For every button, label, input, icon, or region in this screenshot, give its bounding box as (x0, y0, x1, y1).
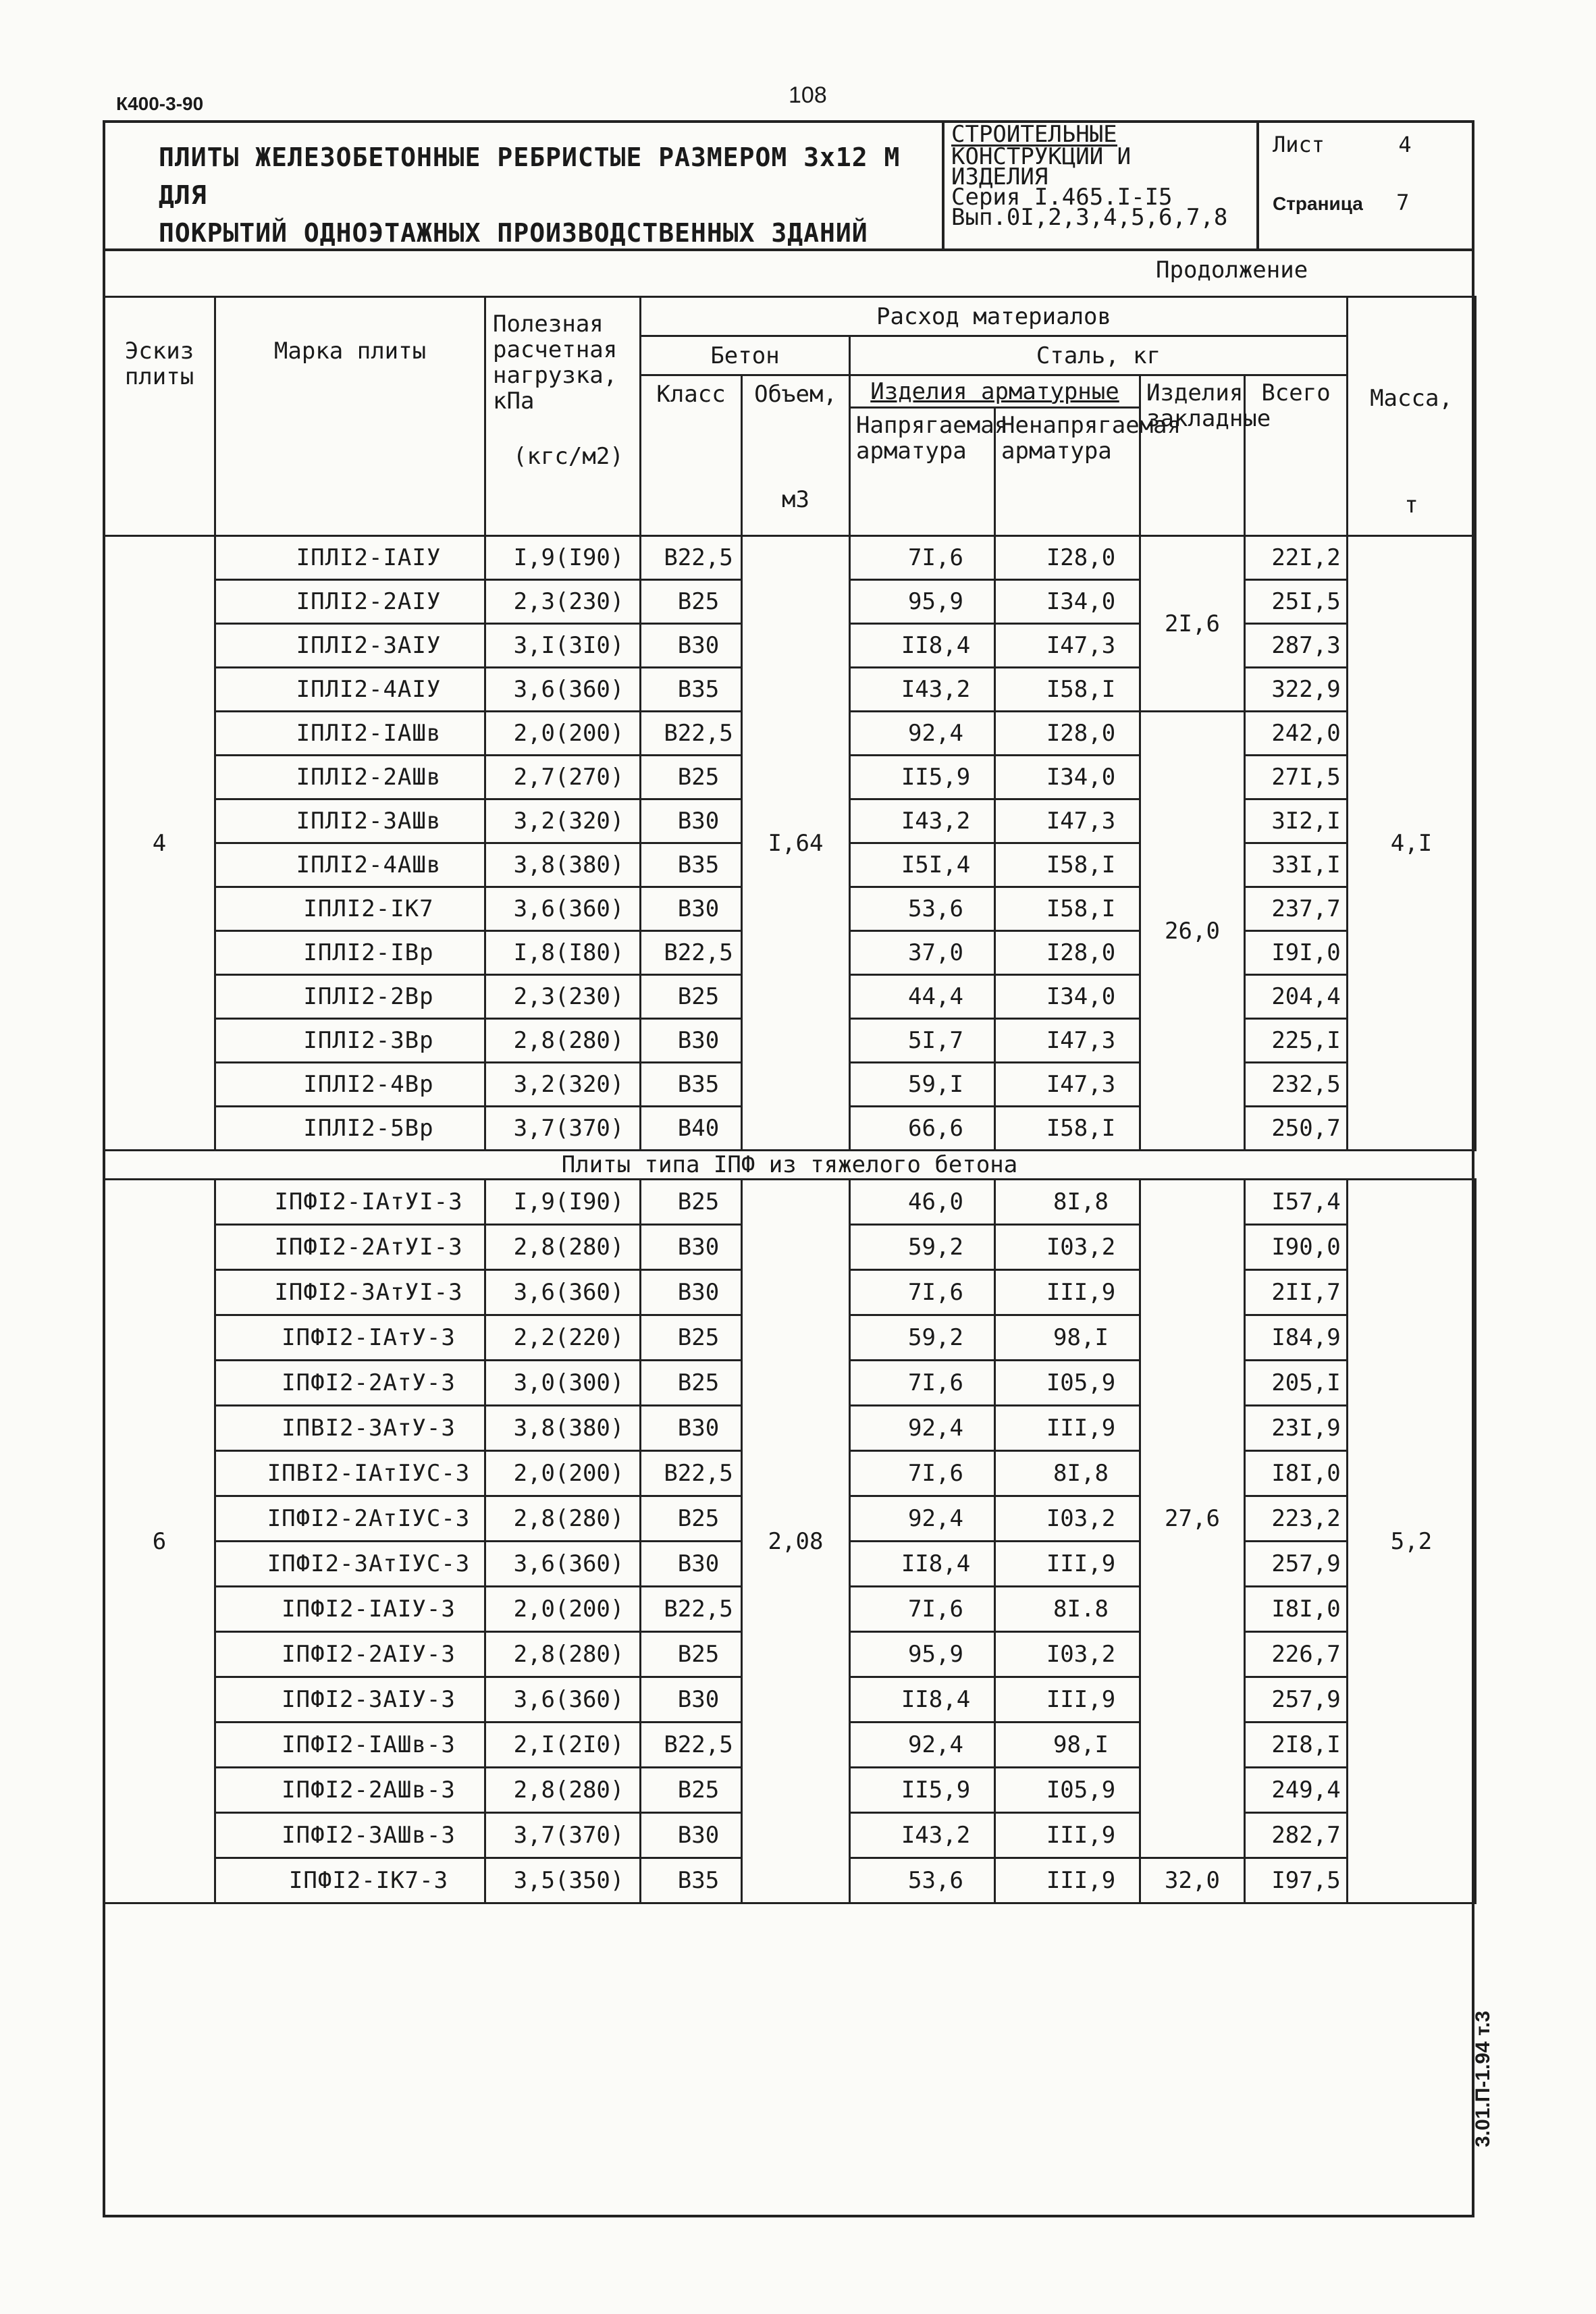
design-load: 2,0(200) (485, 1587, 641, 1632)
concrete-class: В30 (641, 1019, 742, 1063)
nonprestressed-steel: I05,9 (995, 1361, 1140, 1406)
concrete-class: В30 (641, 1677, 742, 1723)
embedded-items: 2I,6 (1140, 536, 1245, 712)
design-load: 2,3(230) (485, 975, 641, 1019)
header-volume-text: Объем, (754, 381, 837, 408)
steel-total: 3I2,I (1245, 799, 1348, 843)
concrete-class: В22,5 (641, 1587, 742, 1632)
nonprestressed-steel: III,9 (995, 1858, 1140, 1903)
stamp-line-2: КОНСТРУКЦИИ И (951, 143, 1132, 170)
design-load: 2,8(280) (485, 1632, 641, 1677)
steel-total: 204,4 (1245, 975, 1348, 1019)
side-code: 3.01.П-1.94 т.3 (1472, 2010, 1494, 2147)
concrete-class: В25 (641, 1361, 742, 1406)
nonprestressed-steel: I34,0 (995, 756, 1140, 799)
plate-mark: IПЛI2-2Вр (215, 975, 485, 1019)
concrete-class: В35 (641, 1063, 742, 1107)
prestressed-steel: I5I,4 (850, 843, 995, 887)
header-load-unit: (кгс/м2) (513, 443, 624, 470)
prestressed-steel: 7I,6 (850, 1270, 995, 1315)
plate-mark: IПЛI2-3АШв (215, 799, 485, 843)
plate-mark: IПФI2-IАтУI-3 (215, 1180, 485, 1225)
design-load: 2,0(200) (485, 712, 641, 756)
steel-total: 33I,I (1245, 843, 1348, 887)
plate-mark: IПФI2-2АтIУС-3 (215, 1496, 485, 1542)
steel-total: 225,I (1245, 1019, 1348, 1063)
plate-mark: IПФI2-IАIУ-3 (215, 1587, 485, 1632)
plate-mark: IПЛI2-IАШв (215, 712, 485, 756)
steel-total: 232,5 (1245, 1063, 1348, 1107)
nonprestressed-steel: I34,0 (995, 975, 1140, 1019)
plate-mark: IПФI2-3АIУ-3 (215, 1677, 485, 1723)
nonprestressed-steel: 8I,8 (995, 1451, 1140, 1496)
concrete-class: В25 (641, 756, 742, 799)
concrete-class: В35 (641, 843, 742, 887)
steel-total: 2II,7 (1245, 1270, 1348, 1315)
steel-total: 2I8,I (1245, 1723, 1348, 1768)
design-load: 3,6(360) (485, 1542, 641, 1587)
nonprestressed-steel: I47,3 (995, 624, 1140, 668)
concrete-class: В25 (641, 1315, 742, 1361)
plate-mark: IПЛI2-5Вр (215, 1107, 485, 1151)
concrete-class: В25 (641, 1768, 742, 1813)
plate-mark: IПФI2-2АтУ-3 (215, 1361, 485, 1406)
prestressed-steel: 59,2 (850, 1225, 995, 1270)
plate-mark: IПЛI2-2АШв (215, 756, 485, 799)
steel-total: 322,9 (1245, 668, 1348, 712)
nonprestressed-steel: I47,3 (995, 799, 1140, 843)
document-code: К400-3-90 (116, 93, 204, 114)
header-mark: Марка плиты (215, 297, 485, 536)
prestressed-steel: I43,2 (850, 668, 995, 712)
section-title: Плиты типа IПФ из тяжелого бетона (104, 1151, 1476, 1180)
steel-total: 282,7 (1245, 1813, 1348, 1858)
prestressed-steel: 53,6 (850, 1858, 995, 1903)
design-load: 3,I(3I0) (485, 624, 641, 668)
nonprestressed-steel: I58,I (995, 1107, 1140, 1151)
nonprestressed-steel: 8I,8 (995, 1180, 1140, 1225)
prestressed-steel: 5I,7 (850, 1019, 995, 1063)
steel-total: 250,7 (1245, 1107, 1348, 1151)
document-title (159, 138, 901, 252)
header-prestressed: Напрягаемая арматура (850, 408, 995, 536)
prestressed-steel: 95,9 (850, 580, 995, 624)
concrete-class: В22,5 (641, 1723, 742, 1768)
design-load: 2,8(280) (485, 1768, 641, 1813)
steel-total: 27I,5 (1245, 756, 1348, 799)
design-load: 3,7(370) (485, 1107, 641, 1151)
plate-mark: IПФI2-3АтIУС-3 (215, 1542, 485, 1587)
concrete-class: В22,5 (641, 931, 742, 975)
steel-total: 223,2 (1245, 1496, 1348, 1542)
steel-total: 287,3 (1245, 624, 1348, 668)
stamp-line-4: Серия I.465.I-I5 (951, 184, 1173, 211)
nonprestressed-steel: I34,0 (995, 580, 1140, 624)
steel-total: 249,4 (1245, 1768, 1348, 1813)
header-volume-unit: м3 (782, 486, 809, 513)
design-load: 3,6(360) (485, 1270, 641, 1315)
prestressed-steel: II5,9 (850, 1768, 995, 1813)
concrete-class: В22,5 (641, 1451, 742, 1496)
design-load: 2,3(230) (485, 580, 641, 624)
design-load: 3,5(350) (485, 1858, 641, 1903)
concrete-class: В22,5 (641, 536, 742, 580)
prestressed-steel: 53,6 (850, 887, 995, 931)
stamp-line-5: Вып.0I,2,3,4,5,6,7,8 (951, 204, 1228, 231)
concrete-class: В25 (641, 1632, 742, 1677)
steel-total: 23I,9 (1245, 1406, 1348, 1451)
plate-mark: IПФI2-3АтУI-3 (215, 1270, 485, 1315)
nonprestressed-steel: I47,3 (995, 1063, 1140, 1107)
prestressed-steel: 92,4 (850, 1406, 995, 1451)
prestressed-steel: 66,6 (850, 1107, 995, 1151)
nonprestressed-steel: III,9 (995, 1813, 1140, 1858)
plate-mark: IПВI2-3АтУ-3 (215, 1406, 485, 1451)
steel-total: 226,7 (1245, 1632, 1348, 1677)
title-line-1: ПЛИТЫ ЖЕЛЕЗОБЕТОННЫЕ РЕБРИСТЫЕ РАЗМЕРОМ 3х12 М ДЛЯ (159, 142, 901, 210)
prestressed-steel: I43,2 (850, 799, 995, 843)
concrete-class: В30 (641, 1542, 742, 1587)
steel-total: 205,I (1245, 1361, 1348, 1406)
concrete-class: В30 (641, 1813, 742, 1858)
materials-table (103, 296, 1477, 1904)
header-total: Всего (1245, 375, 1348, 536)
header-nonprestressed: Ненапрягаемая арматура (995, 408, 1140, 536)
design-load: 2,I(2I0) (485, 1723, 641, 1768)
prestressed-steel: I43,2 (850, 1813, 995, 1858)
prestressed-steel: 46,0 (850, 1180, 995, 1225)
embedded-items: 27,6 (1140, 1180, 1245, 1858)
table-row (104, 536, 1476, 580)
concrete-class: В25 (641, 1180, 742, 1225)
nonprestressed-steel: I58,I (995, 668, 1140, 712)
steel-total: I9I,0 (1245, 931, 1348, 975)
header-class: Класс (641, 375, 742, 536)
prestressed-steel: 92,4 (850, 712, 995, 756)
nonprestressed-steel: I28,0 (995, 712, 1140, 756)
nonprestressed-steel: I03,2 (995, 1496, 1140, 1542)
design-load: I,9(I90) (485, 536, 641, 580)
header-concrete: Бетон (641, 336, 850, 375)
nonprestressed-steel: 8I.8 (995, 1587, 1140, 1632)
nonprestressed-steel: 98,I (995, 1723, 1140, 1768)
prestressed-steel: 7I,6 (850, 1361, 995, 1406)
sketch-number: 4 (104, 536, 215, 1151)
embedded-items: 32,0 (1140, 1858, 1245, 1903)
design-load: 3,6(360) (485, 1677, 641, 1723)
plate-mark: IПФI2-2АтУI-3 (215, 1225, 485, 1270)
continuation-label: Продолжение (1156, 257, 1308, 284)
plate-mark: IПФI2-IК7-3 (215, 1858, 485, 1903)
concrete-class: В35 (641, 668, 742, 712)
steel-total: 25I,5 (1245, 580, 1348, 624)
sketch-number: 6 (104, 1180, 215, 1903)
concrete-class: В35 (641, 1858, 742, 1903)
steel-total: 257,9 (1245, 1677, 1348, 1723)
header-steel: Сталь, кг (850, 336, 1348, 375)
prestressed-steel: 95,9 (850, 1632, 995, 1677)
prestressed-steel: 44,4 (850, 975, 995, 1019)
header-divider (103, 248, 1474, 251)
design-load: 2,8(280) (485, 1225, 641, 1270)
prestressed-steel: 59,I (850, 1063, 995, 1107)
page-label: Страница (1273, 193, 1363, 214)
concrete-class: В40 (641, 1107, 742, 1151)
plate-mark: IПЛI2-3Вр (215, 1019, 485, 1063)
steel-total: 22I,2 (1245, 536, 1348, 580)
prestressed-steel: 7I,6 (850, 1587, 995, 1632)
plate-mark: IПЛI2-2АIУ (215, 580, 485, 624)
plate-mark: IПЛI2-4АШв (215, 843, 485, 887)
concrete-class: В30 (641, 1406, 742, 1451)
design-load: I,8(I80) (485, 931, 641, 975)
plate-mark: IПЛI2-4Вр (215, 1063, 485, 1107)
concrete-class: В30 (641, 799, 742, 843)
nonprestressed-steel: I03,2 (995, 1632, 1140, 1677)
sheet-value: 4 (1398, 132, 1412, 157)
prestressed-steel: II8,4 (850, 1542, 995, 1587)
steel-total: I57,4 (1245, 1180, 1348, 1225)
plate-mark: IПФI2-IАтУ-3 (215, 1315, 485, 1361)
sheet-label: Лист (1273, 132, 1325, 157)
header-mass-unit: т (1404, 492, 1418, 519)
design-load: 2,0(200) (485, 1451, 641, 1496)
concrete-class: В22,5 (641, 712, 742, 756)
concrete-class: В30 (641, 624, 742, 668)
header-mass (1348, 297, 1476, 536)
prestressed-steel: 7I,6 (850, 536, 995, 580)
steel-total: I84,9 (1245, 1315, 1348, 1361)
concrete-class: В30 (641, 1225, 742, 1270)
design-load: I,9(I90) (485, 1180, 641, 1225)
plate-mass: 4,I (1348, 536, 1476, 1151)
concrete-class: В25 (641, 1496, 742, 1542)
concrete-volume: I,64 (742, 536, 850, 1151)
design-load: 2,8(280) (485, 1019, 641, 1063)
plate-mark: IПЛI2-IК7 (215, 887, 485, 931)
nonprestressed-steel: III,9 (995, 1406, 1140, 1451)
nonprestressed-steel: I47,3 (995, 1019, 1140, 1063)
prestressed-steel: 7I,6 (850, 1451, 995, 1496)
header-sketch: Эскиз плиты (104, 297, 215, 536)
steel-total: I8I,0 (1245, 1451, 1348, 1496)
design-load: 2,2(220) (485, 1315, 641, 1361)
series-stamp (942, 122, 1259, 251)
concrete-volume: 2,08 (742, 1180, 850, 1903)
nonprestressed-steel: III,9 (995, 1270, 1140, 1315)
prestressed-steel: 92,4 (850, 1496, 995, 1542)
plate-mark: IПВI2-IАтIУС-3 (215, 1451, 485, 1496)
steel-total: I8I,0 (1245, 1587, 1348, 1632)
steel-total: 237,7 (1245, 887, 1348, 931)
prestressed-steel: II8,4 (850, 1677, 995, 1723)
nonprestressed-steel: I28,0 (995, 536, 1140, 580)
plate-mark: IПЛI2-IАIУ (215, 536, 485, 580)
header-volume (742, 375, 850, 536)
plate-mark: IПЛI2-4АIУ (215, 668, 485, 712)
concrete-class: В30 (641, 887, 742, 931)
steel-total: 242,0 (1245, 712, 1348, 756)
table-row (104, 1180, 1476, 1225)
design-load: 2,7(270) (485, 756, 641, 799)
nonprestressed-steel: III,9 (995, 1542, 1140, 1587)
prestressed-steel: II5,9 (850, 756, 995, 799)
header-embedded: Изделия закладные (1140, 375, 1245, 536)
design-load: 3,7(370) (485, 1813, 641, 1858)
steel-total: I90,0 (1245, 1225, 1348, 1270)
plate-mark: IПЛI2-3АIУ (215, 624, 485, 668)
plate-mark: IПФI2-2АIУ-3 (215, 1632, 485, 1677)
nonprestressed-steel: I28,0 (995, 931, 1140, 975)
header-load-text: Полезная расчетная нагрузка, кПа (493, 311, 618, 415)
stamp-line-1: СТРОИТЕЛЬНЫЕ (951, 121, 1117, 148)
plate-mark: IПФI2-IАШв-3 (215, 1723, 485, 1768)
concrete-class: В25 (641, 580, 742, 624)
sheet-info (1273, 132, 1475, 215)
design-load: 3,8(380) (485, 1406, 641, 1451)
design-load: 3,8(380) (485, 843, 641, 887)
design-load: 3,6(360) (485, 887, 641, 931)
page-number: 108 (789, 82, 827, 108)
embedded-items: 26,0 (1140, 712, 1245, 1151)
design-load: 3,2(320) (485, 799, 641, 843)
design-load: 2,8(280) (485, 1496, 641, 1542)
nonprestressed-steel: I03,2 (995, 1225, 1140, 1270)
prestressed-steel: 59,2 (850, 1315, 995, 1361)
plate-mark: IПФI2-3АШв-3 (215, 1813, 485, 1858)
nonprestressed-steel: I58,I (995, 887, 1140, 931)
header-rebar-items: Изделия арматурные (850, 375, 1140, 408)
concrete-class: В30 (641, 1270, 742, 1315)
prestressed-steel: 37,0 (850, 931, 995, 975)
header-mass-text: Масса, (1370, 385, 1453, 412)
nonprestressed-steel: III,9 (995, 1677, 1140, 1723)
title-line-2: ПОКРЫТИЙ ОДНОЭТАЖНЫХ ПРОИЗВОДСТВЕННЫХ ЗДАНИЙ (159, 218, 868, 248)
steel-total: I97,5 (1245, 1858, 1348, 1903)
header-load (485, 297, 641, 536)
design-load: 3,0(300) (485, 1361, 641, 1406)
nonprestressed-steel: I05,9 (995, 1768, 1140, 1813)
concrete-class: В25 (641, 975, 742, 1019)
design-load: 3,2(320) (485, 1063, 641, 1107)
prestressed-steel: 92,4 (850, 1723, 995, 1768)
nonprestressed-steel: 98,I (995, 1315, 1140, 1361)
header-materials: Расход материалов (641, 297, 1348, 336)
design-load: 3,6(360) (485, 668, 641, 712)
plate-mass: 5,2 (1348, 1180, 1476, 1903)
prestressed-steel: II8,4 (850, 624, 995, 668)
plate-mark: IПФI2-2АШв-3 (215, 1768, 485, 1813)
plate-mark: IПЛI2-IВр (215, 931, 485, 975)
steel-total: 257,9 (1245, 1542, 1348, 1587)
stamp-line-3: ИЗДЕЛИЯ (951, 163, 1048, 190)
page-value: 7 (1396, 190, 1410, 215)
nonprestressed-steel: I58,I (995, 843, 1140, 887)
